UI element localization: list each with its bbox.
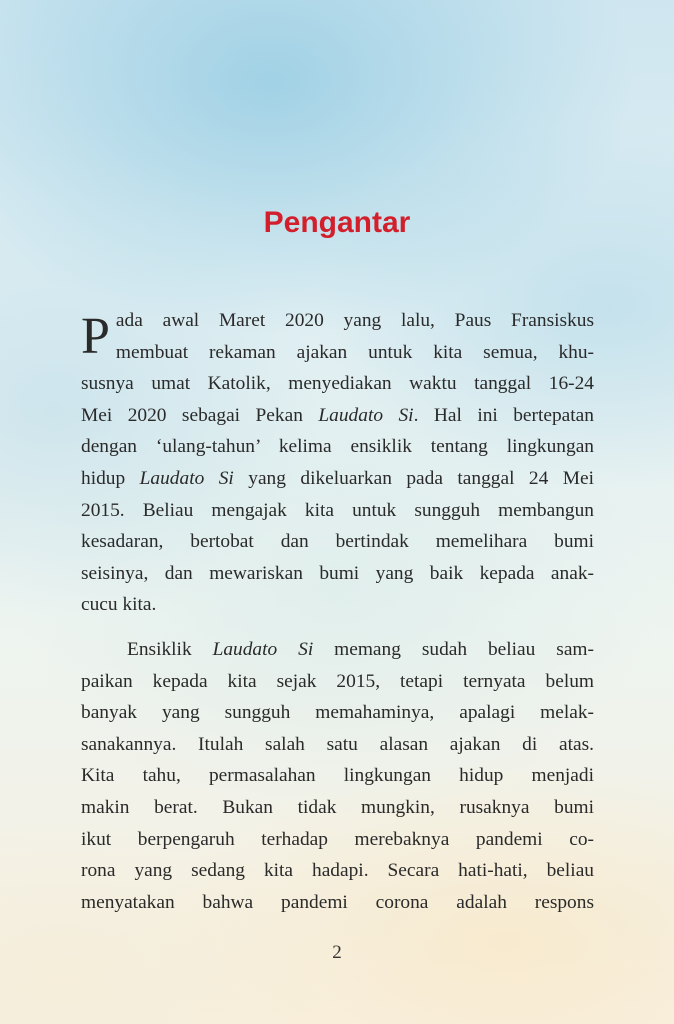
paragraph-2 (81, 634, 594, 918)
text-line: Kita tahu, permasalahan lingkungan hidup menjadi (81, 765, 594, 787)
text-segment: Ensiklik (127, 638, 213, 660)
text-line (81, 463, 594, 495)
italic-title: Laudato Si (212, 638, 314, 660)
text-line: banyak yang sungguh memahaminya, apalagi melak- (81, 702, 594, 724)
text-line: menyatakan bahwa pandemi corona adalah respons (81, 891, 594, 913)
page-title: Pengantar (263, 206, 411, 239)
italic-title: Laudato Si (318, 404, 414, 426)
text-line: kesadaran, bertobat dan bertindak memelihara bumi (81, 531, 594, 553)
text-segment: Mei 2020 sebagai Pekan (81, 404, 319, 426)
text-line: ikut berpengaruh terhadap merebaknya pandemi co- (81, 828, 594, 850)
text-line: seisinya, dan mewariskan bumi yang baik kepada anak- (81, 562, 594, 584)
text-segment: yang dikeluarkan pada tanggal 24 Mei (233, 467, 594, 489)
text-line: susnya umat Katolik, menyediakan waktu tanggal 16-24 (81, 373, 594, 395)
text-line (81, 400, 594, 432)
text-line: rona yang sedang kita hadapi. Secara hati-hati, beliau (81, 860, 594, 882)
text-line: 2015. Beliau mengajak kita untuk sungguh membangun (81, 499, 594, 521)
text-line: makin berat. Bukan tidak mungkin, rusaknya bumi (81, 796, 594, 818)
page-number: 2 (332, 942, 342, 963)
text-line: dengan ‘ulang-tahun’ kelima ensiklik tentang lingkungan (81, 436, 594, 458)
text-line: sanakannya. Itulah salah satu alasan ajakan di atas. (81, 733, 594, 755)
text-line (81, 634, 594, 666)
text-segment: . Hal ini bertepatan (413, 404, 594, 426)
text-line: membuat rekaman ajakan untuk kita semua, khu- (115, 341, 594, 363)
text-line: paikan kepada kita sejak 2015, tetapi ternyata belum (81, 670, 594, 692)
text-segment: memang sudah beliau sam- (313, 638, 594, 660)
body-text (81, 305, 594, 918)
italic-title: Laudato Si (139, 467, 234, 489)
text-line: ada awal Maret 2020 yang lalu, Paus Fransiskus (115, 310, 594, 331)
text-segment: hidup (81, 467, 140, 489)
text-line: cucu kita. (81, 594, 157, 616)
paragraph-1 (81, 305, 594, 621)
drop-cap: P (81, 308, 110, 365)
